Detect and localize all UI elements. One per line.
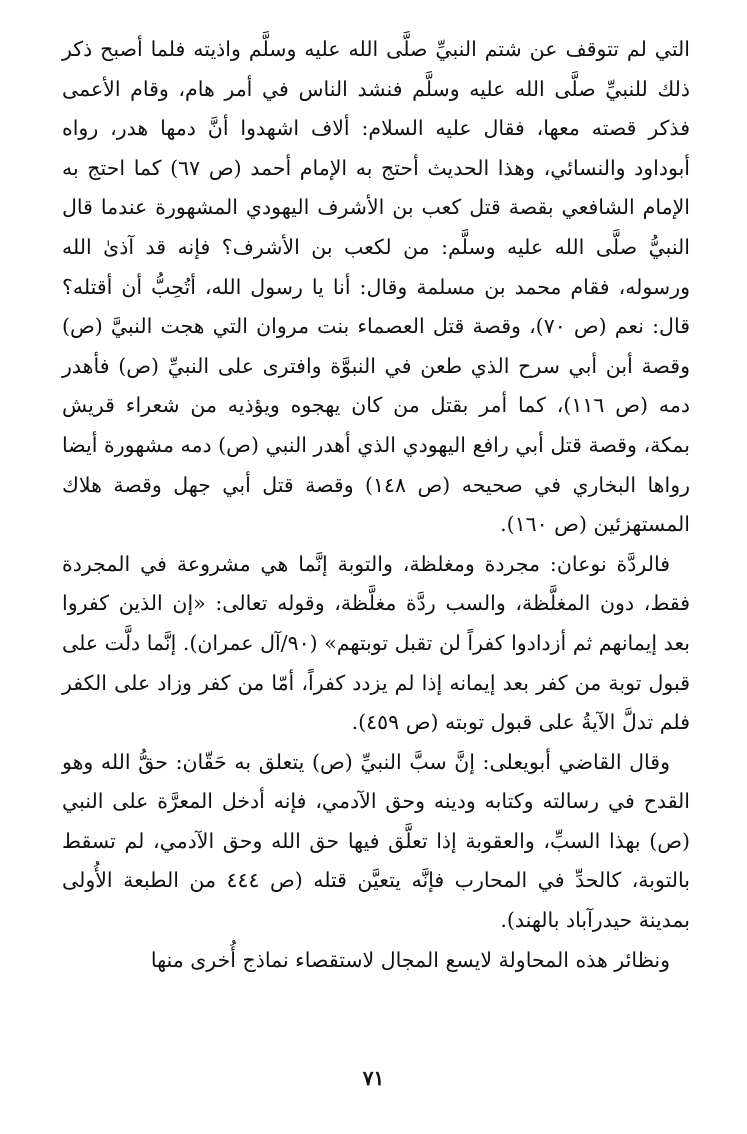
page-body	[62, 30, 690, 1090]
page-number: ٧١	[362, 1066, 385, 1090]
paragraph-3: وقال القاضي أبويعلى: إنَّ سبَّ النبيِّ (ص) يتعلق به حَقّان: حقُّ الله وهو القدح في رسالته وكتابه ودينه وحق الآدمي، فإنه أدخل المعرَّة على النبي (ص) بهذا السبِّ، والعقوبة إذا تعلَّق فيها حق الله وحق الآدمي، لم تسقط بالتوبة، كالحدِّ في المحارب فإنَّه يتعيَّن قتله (ص ٤٤٤ من الطبعة الأُولى بمدينة حيدرآباد بالهند).	[62, 749, 690, 933]
paragraph-2: فالردَّة نوعان: مجردة ومغلظة، والتوبة إنَّما هي مشروعة في المجردة فقط، دون المغلَّظة، والسب ردَّة مغلَّظة، وقوله تعالى: «إن الذين كفروا بعد إيمانهم ثم أزدادوا كفراً لن تقبل توبتهم» (٩٠/آل عمران). إنَّما دلَّت على قبول توبة من كفر بعد إيمانه إذا لم يزدد كفراً، أمّا من كفر وزاد على الكفر فلم تدلَّ الآيةُ على قبول توبته (ص ٤٥٩).	[62, 551, 690, 735]
paragraph-1: التي لم تتوقف عن شتم النبيِّ صلَّى الله عليه وسلَّم واذيته فلما أصبح ذكر ذلك للنبيِّ صلَّى الله عليه وسلَّم فنشد الناس في أمر هام، وقام الأعمى فذكر قصته معها، فقال عليه السلام: ألاف اشهدوا أنَّ دمها هدر، رواه أبوداود والنسائي، وهذا الحديث أحتج به الإمام أحمد (ص ٦٧) كما احتج به الإمام الشافعي بقصة قتل كعب بن الأشرف اليهودي المشهورة عندما قال النبيُّ صلَّى الله عليه وسلَّم: من لكعب بن الأشرف؟ فإنه قد آذىٰ الله ورسوله، فقام محمد بن مسلمة وقال: أنا يا رسول الله، أتُحِبُّ أن أقتله؟ قال: نعم (ص ٧٠)، وقصة قتل العصماء بنت مروان التي هجت النبيَّ (ص) وقصة أبن أبي سرح الذي طعن في النبوَّة وافترى على النبيِّ (ص) فأهدر دمه (ص ١١٦)، كما أمر بقتل من كان يهجوه ويؤذيه من شعراء قريش بمكة، وقصة قتل أبي رافع اليهودي الذي أهدر النبي (ص) دمه مشهورة أيضا رواها البخاري في صحيحه (ص ١٤٨) وقصة قتل أبي جهل وقصة هلاك المستهزئين (ص ١٦٠).	[62, 37, 691, 537]
paragraph-4: ونظائر هذه المحاولة لايسع المجال لاستقصاء نماذج أُخرى منها	[150, 947, 670, 972]
